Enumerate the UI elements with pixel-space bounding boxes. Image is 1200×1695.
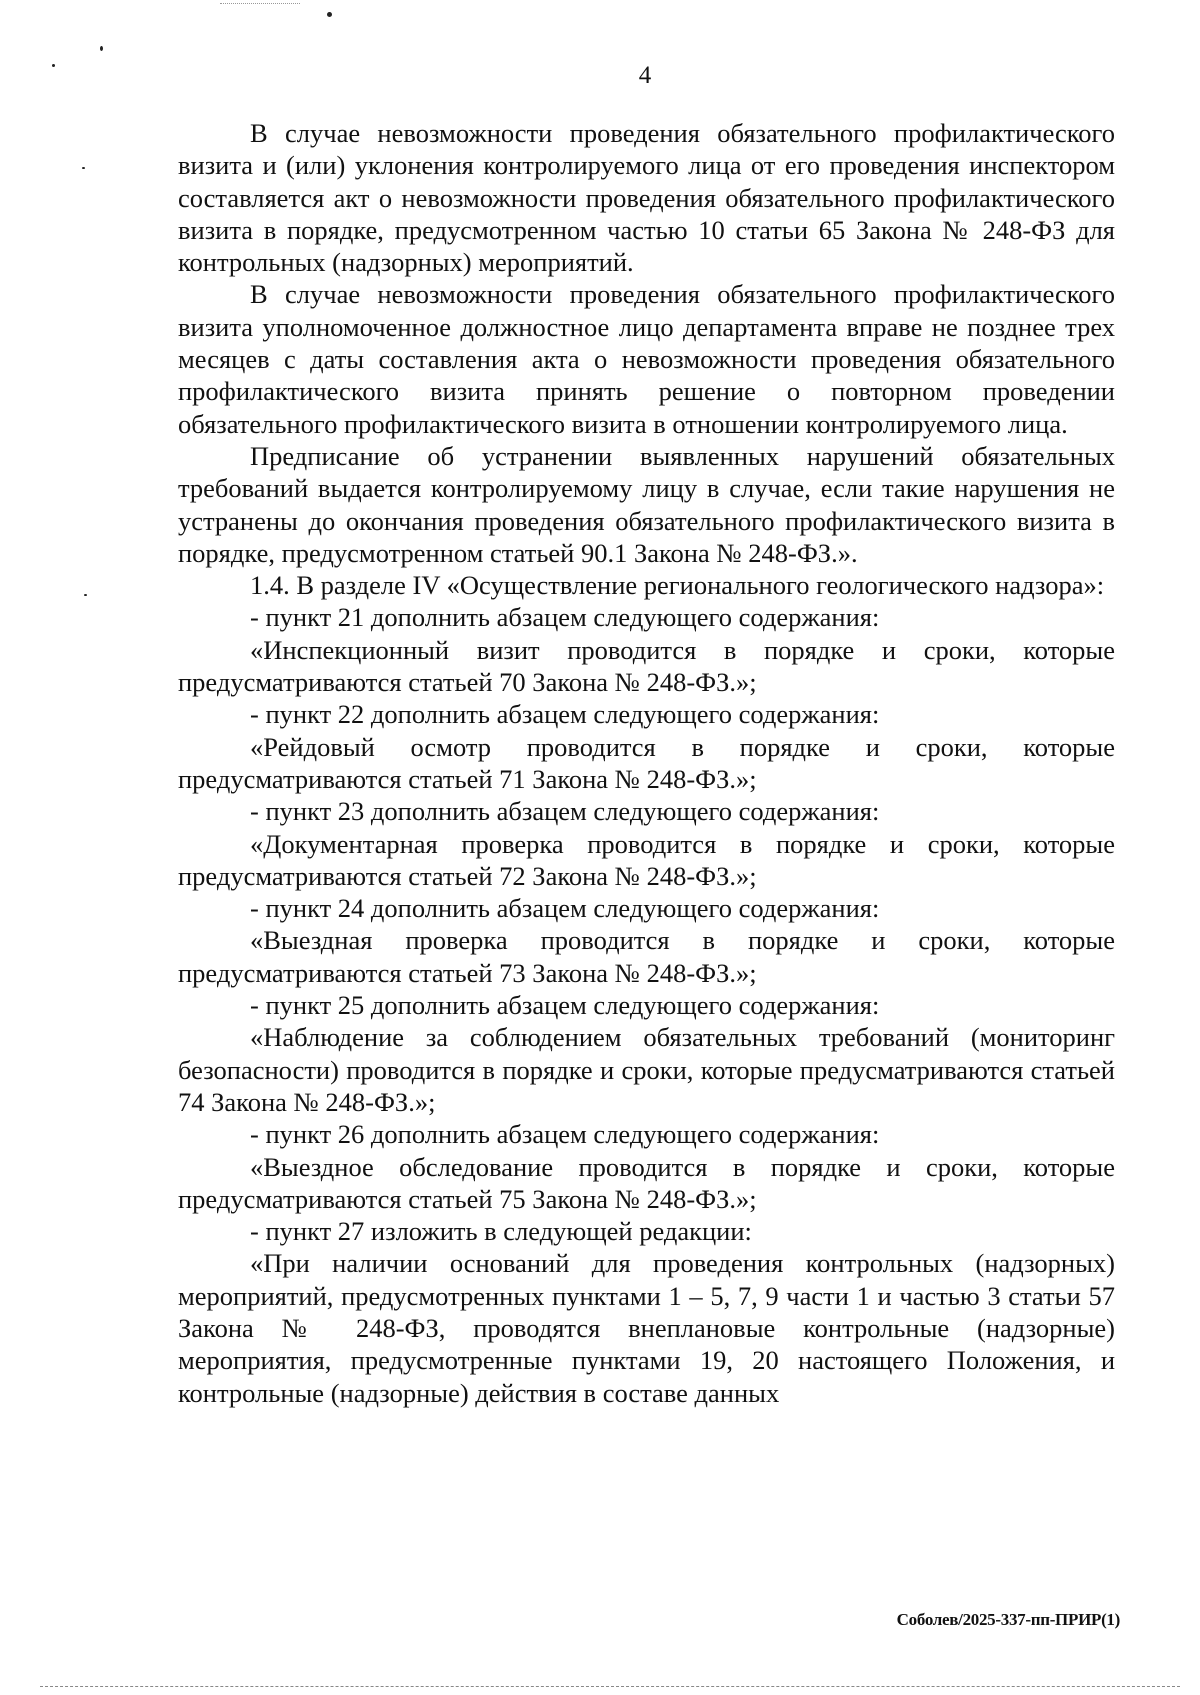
scan-speck (82, 167, 85, 169)
paragraph: - пункт 24 дополнить абзацем следующего содержания: (250, 893, 880, 924)
paragraph: - пункт 22 дополнить абзацем следующего содержания: (250, 699, 880, 730)
scan-artifact-top (220, 3, 300, 4)
paragraph: Предписание об устранении выявленных нарушений обязательных требований выдается контролируемому лицу в случае, если такие нарушения не устранены до окончания проведения обязательного профилактического визита в порядке, предусмотренном статьей 90.1 Закона № 248-ФЗ.». (178, 440, 1115, 568)
document-body (178, 117, 1115, 1409)
paragraph: В случае невозможности проведения обязательного профилактического визита уполномоченное должностное лицо департамента вправе не позднее трех месяцев с даты составления акта о невозможности проведения обязательного профилактического визита принять решение о повторном проведении обязательного профилактического визита в отношении контролируемого лица. (178, 279, 1115, 439)
paragraph: «Документарная проверка проводится в порядке и сроки, которые предусматриваются статьей 72 Закона № 248-ФЗ.»; (178, 828, 1115, 891)
scan-speck (100, 46, 103, 51)
paragraph: - пункт 25 дополнить абзацем следующего содержания: (250, 990, 880, 1021)
paragraph: - пункт 27 изложить в следующей редакции: (250, 1216, 752, 1247)
paragraph: - пункт 23 дополнить абзацем следующего содержания: (250, 796, 880, 827)
scan-speck (327, 12, 332, 17)
paragraph: 1.4. В разделе IV «Осуществление регионального геологического надзора»: (250, 570, 1105, 601)
paragraph: «Инспекционный визит проводится в порядке и сроки, которые предусматриваются статьей 70 Закона № 248-ФЗ.»; (178, 634, 1115, 698)
paragraph: «Выездное обследование проводится в порядке и сроки, которые предусматриваются статьей 75 Закона № 248-ФЗ.»; (178, 1151, 1115, 1214)
paragraph: «Выездная проверка проводится в порядке и сроки, которые предусматриваются статьей 73 Закона № 248-ФЗ.»; (178, 925, 1115, 988)
paragraph: «Рейдовый осмотр проводится в порядке и сроки, которые предусматриваются статьей 71 Закона № 248-ФЗ.»; (178, 731, 1115, 794)
scan-artifact-bottom (40, 1686, 1180, 1687)
paragraph: - пункт 21 дополнить абзацем следующего содержания: (250, 602, 880, 633)
paragraph: «При наличии оснований для проведения контрольных (надзорных) мероприятий, предусмотренных пунктами 1 – 5, 7, 9 части 1 и частью 3 статьи 57 Закона № 248-ФЗ, проводятся внеплановые контрольные (надзорные) мероприятия, предусмотренные пунктами 19, 20 настоящего Положения, и контрольные (надзорные) действия в составе данных (178, 1248, 1115, 1408)
page-number: 4 (638, 62, 652, 89)
paragraph: В случае невозможности проведения обязательного профилактического визита и (или) уклонения контролируемого лица от его проведения инспектором составляется акт о невозможности проведения обязательного профилактического визита в порядке, предусмотренном частью 10 статьи 65 Закона № 248-ФЗ для контрольных (надзорных) мероприятий. (178, 118, 1115, 278)
scan-speck (84, 594, 87, 596)
document-reference-code: Соболев/2025-337-пп-ПРИР(1) (896, 1610, 1120, 1629)
paragraph: - пункт 26 дополнить абзацем следующего содержания: (250, 1119, 880, 1150)
paragraph: «Наблюдение за соблюдением обязательных требований (мониторинг безопасности) проводится в порядке и сроки, которые предусматриваются статьей 74 Закона № 248-ФЗ.»; (178, 1022, 1115, 1117)
